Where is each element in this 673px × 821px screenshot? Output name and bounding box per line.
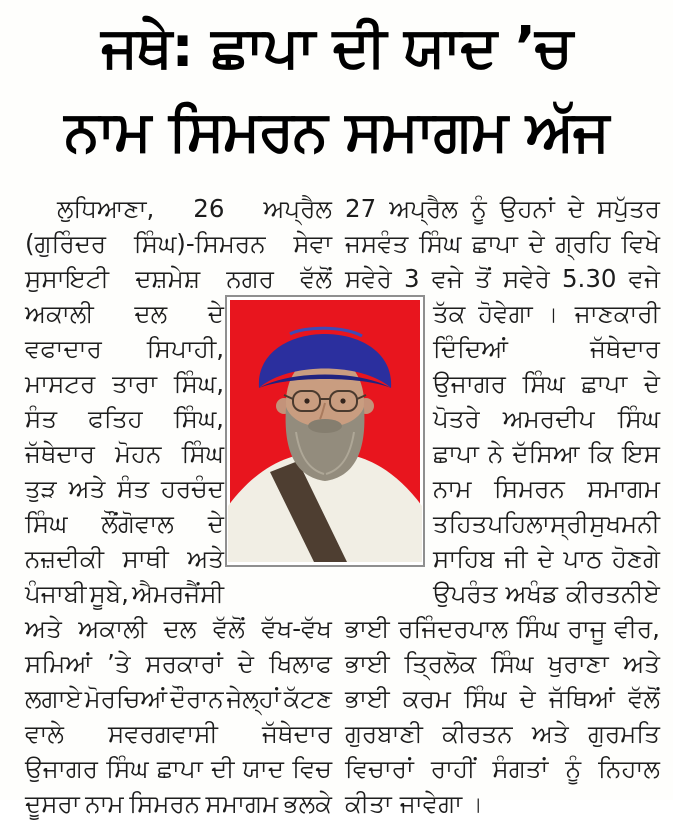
word: ਵਿਖੇ xyxy=(621,229,660,258)
word: ਸਿੰਘ xyxy=(522,369,565,398)
word: ਅਪ੍ਰੈਲ xyxy=(263,194,332,223)
word: ਗੁਰਬਾਣੀ xyxy=(345,719,423,748)
body-text-line xyxy=(433,506,660,541)
word: ਤੱਕ xyxy=(433,299,466,328)
body-text-line xyxy=(433,401,660,436)
word: ਵੱਖ-ਵੱਖ xyxy=(261,614,332,643)
word: ਸੰਤ xyxy=(117,474,150,503)
word: ਸਵਰਗਵਾਸੀ xyxy=(108,719,218,748)
word: ਗ੍ਰਹਿ xyxy=(555,229,611,258)
word: ਸੰਗਤਾਂ xyxy=(492,754,549,783)
word: ਵੀਰ, xyxy=(614,614,660,643)
body-text-line xyxy=(25,751,332,786)
body-text-line xyxy=(345,261,660,296)
word: ਲੌਂਗੋਵਾਲ xyxy=(101,509,174,538)
word: ਖਿਲਾਫ xyxy=(269,649,332,678)
word: । xyxy=(545,299,562,328)
body-text-line xyxy=(25,226,332,261)
body-text-line xyxy=(25,401,224,436)
word: ਕਰਮ xyxy=(402,684,451,713)
word: ਸੁਸਾਇਟੀ xyxy=(25,264,110,293)
body-text-line xyxy=(345,611,660,646)
word: ਸਿੰਘ xyxy=(418,229,462,258)
body-text-line xyxy=(433,331,660,366)
word: ਵੱਲੋਂ xyxy=(212,614,245,643)
word: ਜੀ xyxy=(504,544,528,573)
word: ਭਾਈ xyxy=(345,684,390,713)
word: ਪੰਜਾਬੀ xyxy=(25,579,87,608)
word: ਵਫਾਦਾਰ xyxy=(25,334,102,363)
word: ਰਾਹੀਂ xyxy=(430,754,476,783)
body-text-line xyxy=(345,751,660,786)
word: ਛਾਪਾ xyxy=(433,439,479,468)
portrait-photo xyxy=(225,295,425,567)
body-text-line xyxy=(345,681,660,716)
word: ਸੁਖਮਨੀ xyxy=(589,509,660,538)
body-text-line xyxy=(25,576,224,611)
word: ਉਜਾਗਰ xyxy=(25,754,98,783)
word: ਪਾਠ xyxy=(563,544,603,573)
word: ਨੇ xyxy=(488,439,504,468)
word: ਦੇ xyxy=(207,299,224,328)
word: ਦਲ xyxy=(163,614,197,643)
body-text-line xyxy=(25,646,332,681)
word: ਲਗਾਏ xyxy=(25,684,82,713)
word: ਮੋਹਨ xyxy=(115,439,162,468)
word: ਸਵੇਰੇ xyxy=(345,264,392,293)
body-text-line xyxy=(25,716,332,751)
word: ਦਲ xyxy=(134,299,168,328)
word: ਸੰਤ xyxy=(25,404,57,433)
word: ਵਿਚ xyxy=(292,754,332,783)
body-text-line xyxy=(345,226,660,261)
word: ਦੇ xyxy=(237,649,255,678)
word: ਫਤਿਹ xyxy=(88,404,143,433)
word: ਅਮਰਦੀਪ xyxy=(502,404,595,433)
word: ਜੇਲ੍ਹਾਂ xyxy=(226,684,281,713)
word: ਅਤੇ xyxy=(25,614,62,643)
word: ਪਹਿਲਾ xyxy=(487,509,550,538)
word: ਅਕਾਲੀ xyxy=(25,299,94,328)
word: ਸਿੰਘ xyxy=(181,439,224,468)
headline xyxy=(0,0,673,174)
headline-line-2: ਨਾਮ ਸਿਮਰਨ ਸਮਾਗਮ ਅੱਜ xyxy=(64,99,609,164)
word: ਅਕਾਲੀ xyxy=(78,614,148,643)
word: ਦੇ xyxy=(643,369,660,398)
moustache xyxy=(308,419,342,433)
word: ਦੂਸਰਾ xyxy=(25,789,80,818)
word: ਅਤੇ xyxy=(623,649,660,678)
word: ਸੂਬੇ, xyxy=(89,579,129,608)
word: ਉਪਰੰਤ xyxy=(433,579,498,608)
body-text-line xyxy=(433,296,660,331)
word: ਐਮਰਜੈਂਸੀ xyxy=(131,579,224,608)
word: ਸਪੁੱਤਰ xyxy=(597,194,660,223)
body-text-line xyxy=(25,261,332,296)
word: ਅਖੰਡ xyxy=(505,579,558,608)
word: ਸਿੰਘ, xyxy=(173,369,224,398)
body-text-line xyxy=(25,506,224,541)
word: ਸਿੰਘ xyxy=(106,754,149,783)
word: ਅਤੇ xyxy=(187,544,224,573)
word: ਨਾਮ xyxy=(433,474,472,503)
word: ਛਾਪਾ xyxy=(156,754,203,783)
body-text-line xyxy=(25,471,224,506)
word: ਗੁਰਮਤਿ xyxy=(588,719,660,748)
word: ਭਲਕੇ xyxy=(283,789,332,818)
word: ਸਿੰਘ xyxy=(463,684,507,713)
word: ਵੱਲੋਂ xyxy=(300,264,332,293)
word: 5.30 xyxy=(561,264,617,293)
word: ਤਹਿਤ xyxy=(433,509,488,538)
word: ਰਜਿੰਦਰਪਾਲ xyxy=(398,614,509,643)
word: ਉਜਾਗਰ xyxy=(433,369,506,398)
word: ਦੌਰਾਨ xyxy=(169,684,224,713)
body-text-line xyxy=(433,541,660,576)
word: ਦੇ xyxy=(519,684,536,713)
word: ਭਾਈ xyxy=(345,649,390,678)
body-text-line xyxy=(25,436,224,471)
word: ਹਰਚੰਦ xyxy=(161,474,224,503)
word: । xyxy=(470,789,487,818)
body-text-line xyxy=(25,681,332,716)
word: ਸਿਮਰਨ xyxy=(129,789,201,818)
word: ਕੱਟਣ xyxy=(283,684,332,713)
word: ਦੇ xyxy=(528,229,545,258)
word: ਵਿਚਾਰਾਂ xyxy=(345,754,414,783)
word: ਯਾਦ xyxy=(242,754,284,783)
body-text-line xyxy=(25,331,224,366)
word: ਹੋਣਗੇ xyxy=(611,544,660,573)
word: ਸਰਕਾਰਾਂ xyxy=(145,649,223,678)
word: ਵਾਲੇ xyxy=(25,719,64,748)
word: ਕਿ xyxy=(588,439,614,468)
body-text-line xyxy=(433,576,660,611)
word: ਨਜ਼ਦੀਕੀ xyxy=(25,544,104,573)
word: ਸ੍ਰੀ xyxy=(550,509,590,538)
word: 26 xyxy=(193,194,225,223)
word: ਵਜੇ xyxy=(628,264,660,293)
right-eye xyxy=(340,398,345,403)
word: ਦੇ xyxy=(207,509,224,538)
word: ਜੱਥੇਦਾਰ xyxy=(590,334,660,363)
word: ਅਤੇ xyxy=(68,474,106,503)
word: ਕੀਰਤਨੀਏ xyxy=(566,579,660,608)
word: ਵੱਲੋਂ xyxy=(628,684,660,713)
word: ਦੇ xyxy=(537,544,554,573)
body-text-line xyxy=(25,786,332,821)
word: ਪੋਤਰੇ xyxy=(433,404,480,433)
word: ਦਸ਼ਮੇਸ਼ xyxy=(135,264,201,293)
word: ਜਸਵੰਤ xyxy=(345,229,409,258)
word: ਨੂੰ xyxy=(565,754,582,783)
word: ਉਹਨਾਂ xyxy=(499,194,555,223)
body-text-line xyxy=(25,541,224,576)
body-text-line xyxy=(345,646,660,681)
word: ਛਾਪਾ xyxy=(472,229,518,258)
word: ਛਾਪਾ xyxy=(581,369,628,398)
word: ਸਿੰਘ)-ਸਿਮਰਨ xyxy=(133,229,266,258)
word: ਤੋਂ xyxy=(475,264,491,293)
word: ਜੱਥੇਦਾਰ xyxy=(25,439,95,468)
word: ਸਿੰਘ xyxy=(516,614,560,643)
word: ਅਤੇ xyxy=(531,719,569,748)
word: ਨੂੰ xyxy=(470,194,487,223)
word: ਇਸ xyxy=(622,439,660,468)
body-text-line xyxy=(433,471,660,506)
word: ਰਾਜੂ xyxy=(567,614,606,643)
word: ਵਜੇ xyxy=(431,264,464,293)
word: ’ਤੇ xyxy=(107,649,131,678)
word: ਭਾਈ xyxy=(345,614,390,643)
word: 27 xyxy=(345,194,377,223)
word: ਖੁਰਾਣਾ xyxy=(547,649,609,678)
portrait-illustration xyxy=(230,300,420,562)
word: ਜਾਵੇਗਾ xyxy=(399,789,463,818)
body-text-line xyxy=(25,611,332,646)
word: ਸਿੰਘ xyxy=(617,404,660,433)
body-text-line xyxy=(25,296,224,331)
word: (ਗੁਰਿੰਦਰ xyxy=(25,229,107,258)
body-text-line xyxy=(433,366,660,401)
word: ਸਾਥੀ xyxy=(122,544,169,573)
body-text-line xyxy=(25,366,224,401)
word: ਸਿਪਾਹੀ, xyxy=(146,334,224,363)
body-text-line xyxy=(25,191,332,226)
body-text-line xyxy=(345,786,660,821)
word: ਕੀਰਤਨ xyxy=(442,719,513,748)
word: ਦੇ xyxy=(567,194,584,223)
headline-line-1: ਜਥੇ: ਛਾਪਾ ਦੀ ਯਾਦ ’ਚ xyxy=(101,15,572,80)
body-text-line xyxy=(345,191,660,226)
word: ਨਗਰ xyxy=(226,264,274,293)
word: ਮਾਸਟਰ xyxy=(25,369,96,398)
word: ਦੱਸਿਆ xyxy=(512,439,580,468)
word: ਸਿੰਘ, xyxy=(173,404,224,433)
word: 3 xyxy=(403,264,420,293)
word: ਮੋਰਚਿਆਂ xyxy=(84,684,168,713)
word: ਸਿਮਰਨ xyxy=(493,474,565,503)
word: ਕੀਤਾ xyxy=(345,789,392,818)
word: ਤ੍ਰਿਲੋਕ xyxy=(404,649,477,678)
word: ਲੁਧਿਆਣਾ, xyxy=(57,194,155,223)
word: ਸੇਵਾ xyxy=(293,229,332,258)
word: ਜਾਣਕਾਰੀ xyxy=(574,299,660,328)
word: ਸਿੰਘ xyxy=(490,649,534,678)
body-text-line xyxy=(433,436,660,471)
word: ਜੱਥੇਦਾਰ xyxy=(262,719,332,748)
body-text-line xyxy=(345,716,660,751)
word: ਹੋਵੇਗਾ xyxy=(478,299,533,328)
word: ਸਮਾਗਮ xyxy=(205,789,279,818)
word: ਤਾਰਾ xyxy=(112,369,157,398)
word: ਸਵੇਰੇ xyxy=(502,264,550,293)
word: ਅਪ੍ਰੈਲ xyxy=(389,194,458,223)
word: ਦੀ xyxy=(210,754,235,783)
word: ਜੱਥਿਆਂ xyxy=(548,684,615,713)
word: ਤੁੜ xyxy=(25,474,57,503)
word: ਸਮਾਗਮ xyxy=(587,474,660,503)
word: ਸਾਹਿਬ xyxy=(433,544,495,573)
word: ਸਮਿਆਂ xyxy=(25,649,93,678)
word: ਦਿੰਦਿਆਂ xyxy=(433,334,508,363)
word: ਨਿਹਾਲ xyxy=(598,754,660,783)
word: ਨਾਮ xyxy=(85,789,124,818)
word: ਸਿੰਘ xyxy=(25,509,68,538)
left-eye xyxy=(304,398,309,403)
